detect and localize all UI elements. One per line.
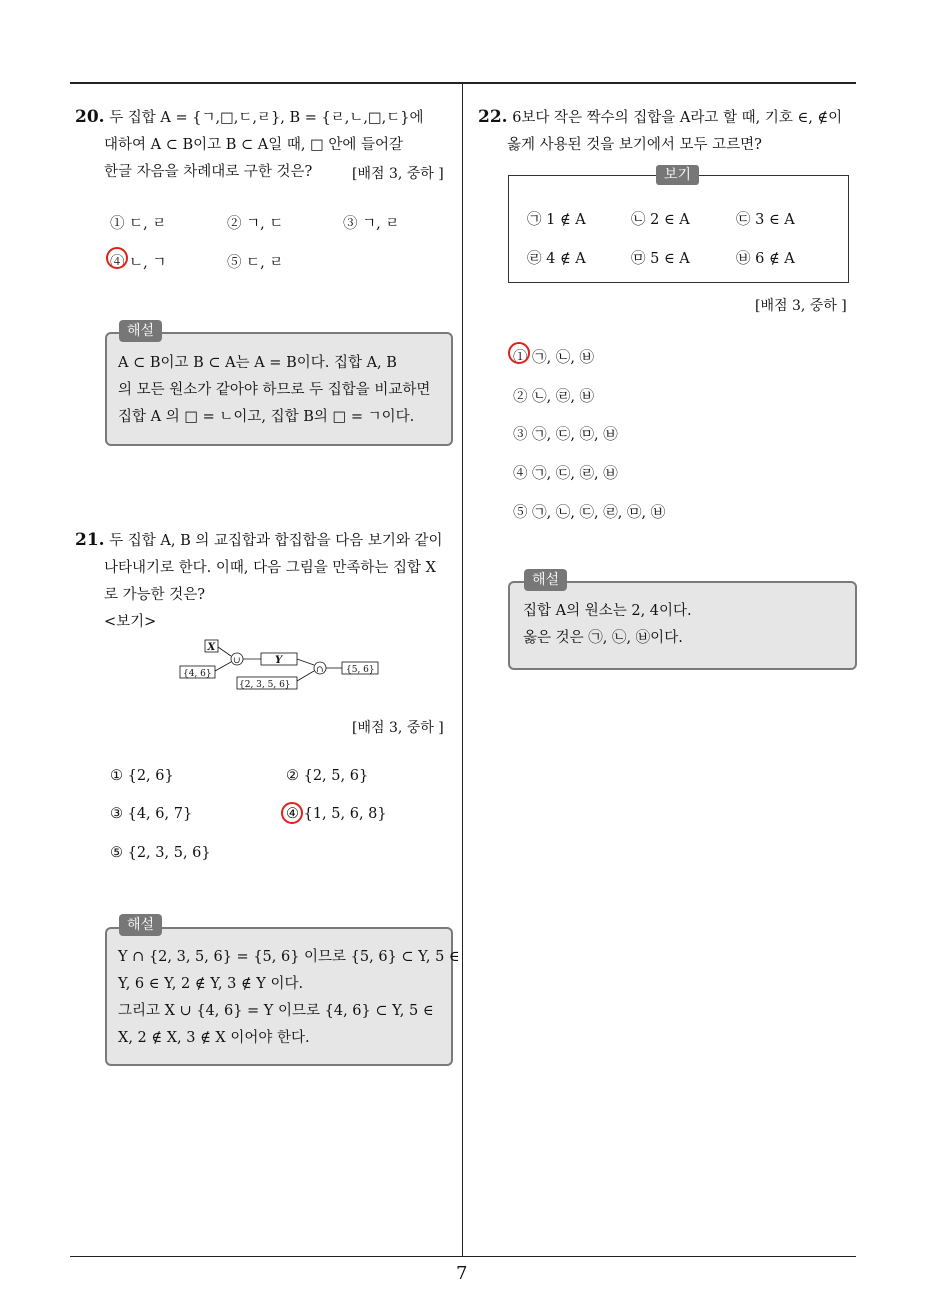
explanation-line: Y, 6 ∈ Y, 2 ∉ Y, 3 ∉ Y 이다. — [118, 976, 304, 992]
option-4[interactable]: ④ {1, 5, 6, 8} — [286, 806, 387, 822]
y-label: Y — [275, 655, 283, 666]
answer-mark-circle — [106, 247, 128, 269]
explanation-line: A ⊂ B이고 B ⊂ A는 A = B이다. 집합 A, B — [118, 355, 397, 371]
connector-line — [218, 647, 231, 656]
option-4[interactable]: ④ ㉠, ㉢, ㉣, ㉥ — [513, 466, 618, 482]
bogi-tag: 보기 — [656, 165, 699, 185]
x-label: X — [207, 642, 216, 653]
option-3[interactable]: ③ ㄱ, ㄹ — [343, 216, 400, 232]
explanation-text — [523, 598, 692, 652]
question-22-text — [478, 104, 858, 159]
option-2[interactable]: ② ㉡, ㉣, ㉥ — [513, 389, 595, 405]
bogi-item: ㉢ 3 ∈ A — [736, 212, 795, 228]
option-1[interactable]: ① {2, 6} — [110, 768, 174, 784]
explanation-line: 집합 A의 원소는 2, 4이다. — [523, 603, 692, 619]
option-1[interactable]: ① ㄷ, ㄹ — [110, 216, 167, 232]
option-4[interactable]: ④ ㄴ, ㄱ — [110, 255, 167, 271]
question-21-text — [75, 527, 455, 636]
column-divider — [462, 82, 463, 1257]
question-line: 한글 자음을 차례대로 구한 것은? — [104, 164, 313, 180]
option-5[interactable]: ⑤ ㉠, ㉡, ㉢, ㉣, ㉤, ㉥ — [513, 505, 666, 521]
page-number: 7 — [456, 1263, 468, 1284]
explanation-line: 집합 A 의 □ = ㄴ이고, 집합 B의 □ = ㄱ이다. — [118, 409, 415, 425]
bogi-item: ㉤ 5 ∈ A — [631, 251, 690, 267]
question-number: 20. — [75, 107, 105, 127]
option-5[interactable]: ⑤ {2, 3, 5, 6} — [110, 845, 211, 861]
answer-mark-circle — [281, 802, 303, 824]
set-c-label: {5, 6} — [346, 665, 375, 675]
question-line: 로 가능한 것은? — [104, 587, 206, 603]
explanation-line: X, 2 ∉ X, 3 ∉ X 이어야 한다. — [118, 1030, 310, 1046]
connector-line — [215, 662, 231, 671]
explanation-text — [118, 944, 460, 1052]
score-label: [배점 3, 중하 ] — [352, 720, 444, 736]
question-line: 옳게 사용된 것을 보기에서 모두 고르면? — [507, 137, 762, 153]
intersection-symbol: ∩ — [316, 665, 324, 675]
option-1[interactable]: ① ㉠, ㉡, ㉥ — [513, 350, 595, 366]
bottom-rule — [70, 1256, 856, 1257]
score-label: [배점 3, 중하 ] — [755, 298, 847, 314]
explanation-line: Y ∩ {2, 3, 5, 6} = {5, 6} 이므로 {5, 6} ⊂ Y, 5 ∈ — [118, 949, 460, 965]
set-b-label: {2, 3, 5, 6} — [239, 680, 291, 690]
question-number: 22. — [478, 107, 508, 127]
bogi-item: ㉡ 2 ∈ A — [631, 212, 690, 228]
set-a-label: {4, 6} — [183, 669, 212, 679]
option-3[interactable]: ③ {4, 6, 7} — [110, 806, 193, 822]
question-line: 나타내기로 한다. 이때, 다음 그림을 만족하는 집합 X — [104, 560, 436, 576]
connector-line — [297, 671, 314, 681]
top-rule — [70, 82, 856, 84]
option-2[interactable]: ② {2, 5, 6} — [286, 768, 369, 784]
explanation-text — [118, 350, 430, 431]
option-3[interactable]: ③ ㉠, ㉢, ㉤, ㉥ — [513, 427, 618, 443]
explanation-line: 그리고 X ∪ {4, 6} = Y 이므로 {4, 6} ⊂ Y, 5 ∈ — [118, 1003, 434, 1019]
bogi-item: ㉣ 4 ∉ A — [527, 251, 586, 267]
explanation-tag: 해설 — [119, 320, 162, 342]
option-2[interactable]: ② ㄱ, ㄷ — [227, 216, 284, 232]
question-line: 6보다 작은 짝수의 집합을 A라고 할 때, 기호 ∈, ∉이 — [512, 110, 843, 126]
question-line: <보기> — [104, 614, 157, 630]
union-symbol: ∪ — [233, 656, 241, 666]
explanation-line: 옳은 것은 ㉠, ㉡, ㉥이다. — [523, 630, 683, 646]
answer-mark-circle — [508, 342, 530, 364]
explanation-tag: 해설 — [119, 914, 162, 936]
connector-line — [297, 659, 314, 665]
question-number: 21. — [75, 530, 105, 550]
question-line: 두 집합 A, B 의 교집합과 합집합을 다음 보기와 같이 — [109, 533, 443, 549]
explanation-tag: 해설 — [524, 569, 567, 591]
score-label: [배점 3, 중하 ] — [352, 166, 444, 182]
explanation-line: 의 모든 원소가 같아야 하므로 두 집합을 비교하면 — [118, 382, 431, 398]
question-line: 대하여 A ⊂ B이고 B ⊂ A일 때, □ 안에 들어갈 — [104, 137, 404, 153]
option-5[interactable]: ⑤ ㄷ, ㄹ — [227, 255, 284, 271]
question-line: 두 집합 A = {ㄱ,□,ㄷ,ㄹ}, B = {ㄹ,ㄴ,□,ㄷ}에 — [109, 110, 424, 126]
set-operation-diagram — [176, 637, 386, 695]
bogi-item: ㉠ 1 ∉ A — [527, 212, 586, 228]
bogi-item: ㉥ 6 ∉ A — [736, 251, 795, 267]
